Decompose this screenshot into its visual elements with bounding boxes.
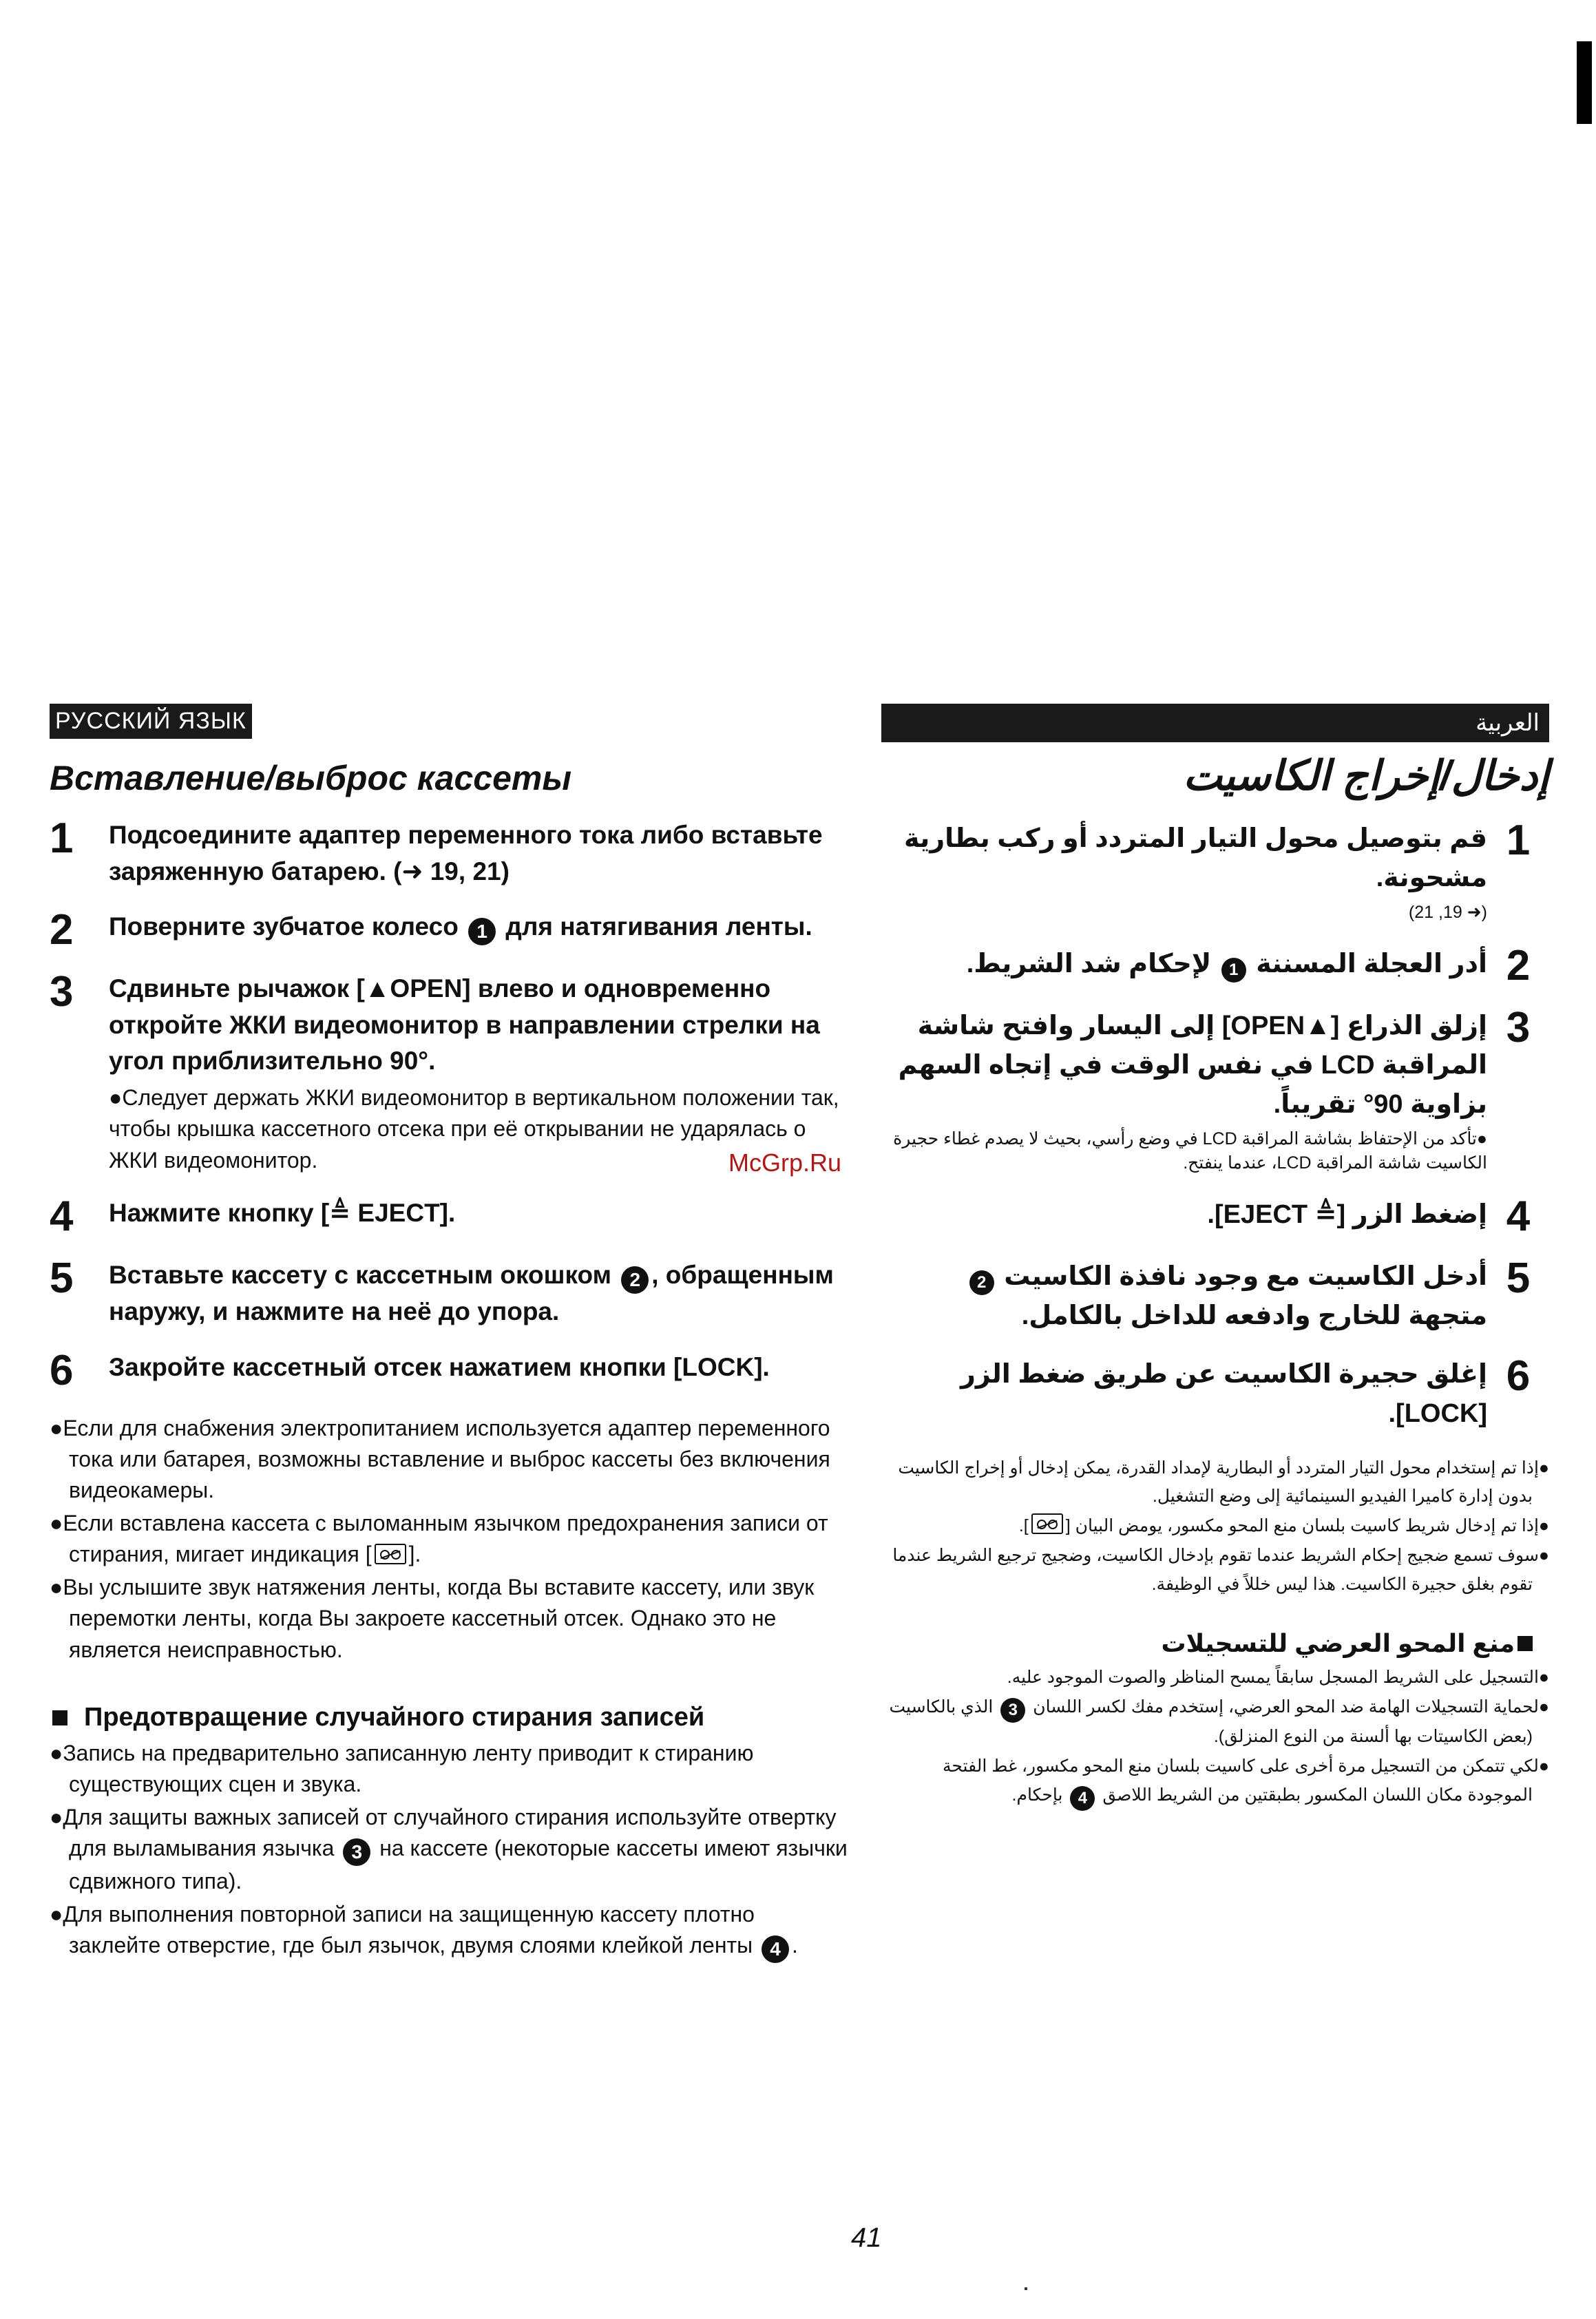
step-number: 2 xyxy=(1506,941,1531,989)
step-text-part: Вставьте кассету с кассетным окошком xyxy=(109,1260,611,1289)
step-2 xyxy=(881,941,1549,989)
step-content xyxy=(881,1007,1487,1176)
step-text-part: Поверните зубчатое колесо xyxy=(109,912,459,941)
step-text-part: أدر العجلة المسننة xyxy=(1256,949,1487,978)
step-text-part: для натягивания ленты. xyxy=(505,912,812,941)
watermark: McGrp.Ru xyxy=(728,1148,842,1177)
scan-dot xyxy=(1025,2287,1027,2290)
step-number: 1 xyxy=(1506,817,1531,864)
note-item xyxy=(881,1512,1549,1540)
step-text: Подсоедините адаптер переменного тока либо вставьте заряженную батарею. (➜ 19, 21) xyxy=(109,821,823,885)
section-text-part: ●لحماية التسجيلات الهامة ضد المحو العرضي، إستخدم مفك لكسر اللسان xyxy=(1033,1697,1549,1717)
note-text-part: ]. xyxy=(408,1542,421,1567)
step-text: إغلق حجيرة الكاسيت عن طريق ضغط الزر [LOCK]. xyxy=(960,1359,1487,1428)
notes-list xyxy=(881,1454,1549,1599)
step-note: ●تأكد من الإحتفاظ بشاشة المراقبة LCD في وضع رأسي، بحيث لا يصدم غطاء حجيرة الكاسيت شاشة المراقبة LCD، عندما ينفتح. xyxy=(893,1129,1487,1173)
step-1 xyxy=(881,819,1549,925)
step-text xyxy=(109,909,812,945)
step-5 xyxy=(50,1254,848,1330)
callout-circle-2-icon: 2 xyxy=(621,1266,649,1294)
note-text-part: ]. xyxy=(1018,1516,1029,1535)
step-text: إزلق الذراع [▲OPEN] إلى اليسار وافتح شاشة المراقبة LCD في نفس الوقت في إتجاه السهم بزاوية 90° تقريباً. xyxy=(898,1011,1487,1119)
step-2 xyxy=(50,906,848,954)
callout-circle-3-icon: 3 xyxy=(1000,1698,1025,1723)
step-number: 6 xyxy=(50,1346,74,1394)
step-number: 5 xyxy=(1506,1254,1531,1302)
step-4 xyxy=(881,1192,1549,1240)
step-note: ●Следует держать ЖКИ видеомонитор в вертикальном положении так, чтобы крышка кассетного отсека при её открывании не ударялась о ЖКИ видеомонитор. xyxy=(109,1084,839,1173)
step-text: Сдвиньте рычажок [▲OPEN] влево и одновременно откройте ЖКИ видеомонитор в направлении стрелки на угол приблизительно 90°. xyxy=(109,974,820,1075)
step-text: إضغط الزر [≜ EJECT]. xyxy=(1207,1199,1487,1229)
callout-circle-4-icon: 4 xyxy=(762,1935,789,1963)
step-3 xyxy=(50,968,848,1176)
step-number: 1 xyxy=(50,815,74,862)
section-item xyxy=(881,1693,1549,1751)
step-text-part: , обращенным наружу, и нажмите на неё до упора. xyxy=(109,1260,834,1325)
note-text-part: ●إذا تم إدخال شريط كاسيت بلسان منع المحو مكسور، يومض البيان [ xyxy=(1065,1516,1549,1535)
section-heading xyxy=(881,1629,1549,1658)
page-title-arabic: إدخال/إخراج الكاسيت xyxy=(1183,753,1549,799)
section-text-part: الذي بالكاسيت (بعض الكاسيتات بها ألسنة من النوع المنزلق). xyxy=(889,1697,1533,1746)
section-text-part: بإحكام. xyxy=(1011,1785,1063,1805)
step-content xyxy=(881,819,1487,925)
section-item xyxy=(50,1802,848,1898)
step-text-part: متجهة للخارج وادفعه للداخل بالكامل. xyxy=(1021,1301,1487,1330)
step-reference: (➜ 19, 21) xyxy=(1408,903,1487,922)
arabic-column xyxy=(881,704,1549,1812)
russian-column xyxy=(50,704,848,1964)
step-text-part: أدخل الكاسيت مع وجود نافذة الكاسيت xyxy=(1004,1261,1487,1291)
step-number: 4 xyxy=(50,1192,74,1240)
step-text xyxy=(881,1257,1487,1336)
section-item: ●Запись на предварительно записанную ленту приводит к стиранию существующих сцен и звука. xyxy=(50,1741,754,1797)
step-text xyxy=(967,945,1487,984)
step-number: 6 xyxy=(1506,1352,1531,1400)
callout-circle-2-icon: 2 xyxy=(969,1270,994,1295)
step-text xyxy=(109,1257,848,1330)
step-number: 4 xyxy=(1506,1192,1531,1240)
callout-circle-1-icon: 1 xyxy=(1221,958,1246,983)
step-3 xyxy=(881,1003,1549,1176)
language-tag-arabic: العربية xyxy=(881,704,1549,742)
step-4 xyxy=(50,1192,848,1240)
square-bullet-icon xyxy=(52,1710,67,1725)
section-item: ●التسجيل على الشريط المسجل سابقاً يمسح المناظر والصوت الموجود عليه. xyxy=(1007,1667,1549,1687)
step-1 xyxy=(50,817,848,890)
step-text: Закройте кассетный отсек нажатием кнопки [LOCK]. xyxy=(109,1352,770,1381)
step-6 xyxy=(881,1352,1549,1434)
page-number: 41 xyxy=(851,2223,882,2253)
section-text-part: . xyxy=(792,1933,798,1958)
step-number: 3 xyxy=(1506,1003,1531,1051)
step-content xyxy=(109,971,848,1176)
note-item xyxy=(50,1508,848,1571)
step-text: Нажмите кнопку [≜ EJECT]. xyxy=(109,1198,456,1227)
tape-warning-icon xyxy=(375,1544,406,1564)
callout-circle-4-icon: 4 xyxy=(1070,1786,1095,1811)
step-number: 5 xyxy=(50,1254,74,1302)
section-heading xyxy=(50,1703,848,1732)
section-item xyxy=(50,1899,848,1963)
note-item: ●Если для снабжения электропитанием используется адаптер переменного тока или батарея, возможны вставление и выброс кассеты без включения видеокамеры. xyxy=(50,1415,830,1503)
page-title-russian: Вставление/выброс кассеты xyxy=(50,759,572,797)
section-title: منع المحو العرضي للتسجيلات xyxy=(1161,1628,1515,1657)
square-bullet-icon xyxy=(1518,1636,1533,1651)
language-tag-russian: РУССКИЙ ЯЗЫК xyxy=(50,704,252,739)
step-text-part: لإحكام شد الشريط. xyxy=(966,949,1212,978)
step-number: 3 xyxy=(50,968,74,1016)
page-edge-marker xyxy=(1577,41,1592,124)
note-text-part: ●Если вставлена кассета с выломанным язычком предохранения записи от стирания, мигает индикация [ xyxy=(50,1510,828,1567)
callout-circle-3-icon: 3 xyxy=(343,1838,370,1866)
step-text: قم بتوصيل محول التيار المتردد أو ركب بطارية مشحونة. xyxy=(903,824,1487,892)
note-item: ●سوف تسمع ضجيج إحكام الشريط عندما تقوم بإدخال الكاسيت، وضجيج ترجيع الشريط عندما تقوم بغلق حجيرة الكاسيت. هذا ليس خللاً في الوظيفة. xyxy=(892,1546,1549,1594)
note-item: ●إذا تم إستخدام محول التيار المتردد أو البطارية لإمداد القدرة، يمكن إدخال أو إخراج الكاسيت بدون إدارة كاميرا الفيديو السينمائية إلى وضع التشغيل. xyxy=(898,1458,1549,1506)
step-number: 2 xyxy=(50,906,74,954)
section-title: Предотвращение случайного стирания записей xyxy=(84,1703,705,1732)
tape-warning-icon xyxy=(1031,1513,1063,1534)
notes-list xyxy=(50,1413,848,1666)
section-text-part: ●Для выполнения повторной записи на защищенную кассету плотно заклейте отверстие, где был язычок, двумя слоями клейкой ленты xyxy=(50,1901,755,1958)
section-text-part: на кассете (некоторые кассеты имеют язычки сдвижного типа). xyxy=(69,1836,848,1894)
step-6 xyxy=(50,1346,848,1394)
step-5 xyxy=(881,1254,1549,1336)
section-text-part: ●Для защиты важных записей от случайного стирания используйте отвертку для выламывания язычка xyxy=(50,1804,837,1861)
section-item xyxy=(881,1752,1549,1810)
note-item: ●Вы услышите звук натяжения ленты, когда Вы вставите кассету, или звук перемотки ленты, когда Вы закроете кассетный отсек. Однако это не является неисправностью. xyxy=(50,1574,815,1662)
section-text-part: ●لكي تتمكن من التسجيل مرة أخرى على كاسيت بلسان منع المحو مكسور، غط الفتحة الموجودة مكان اللسان المكسور بطبقتين من الشريط اللاصق xyxy=(942,1756,1549,1805)
callout-circle-1-icon: 1 xyxy=(468,918,496,945)
